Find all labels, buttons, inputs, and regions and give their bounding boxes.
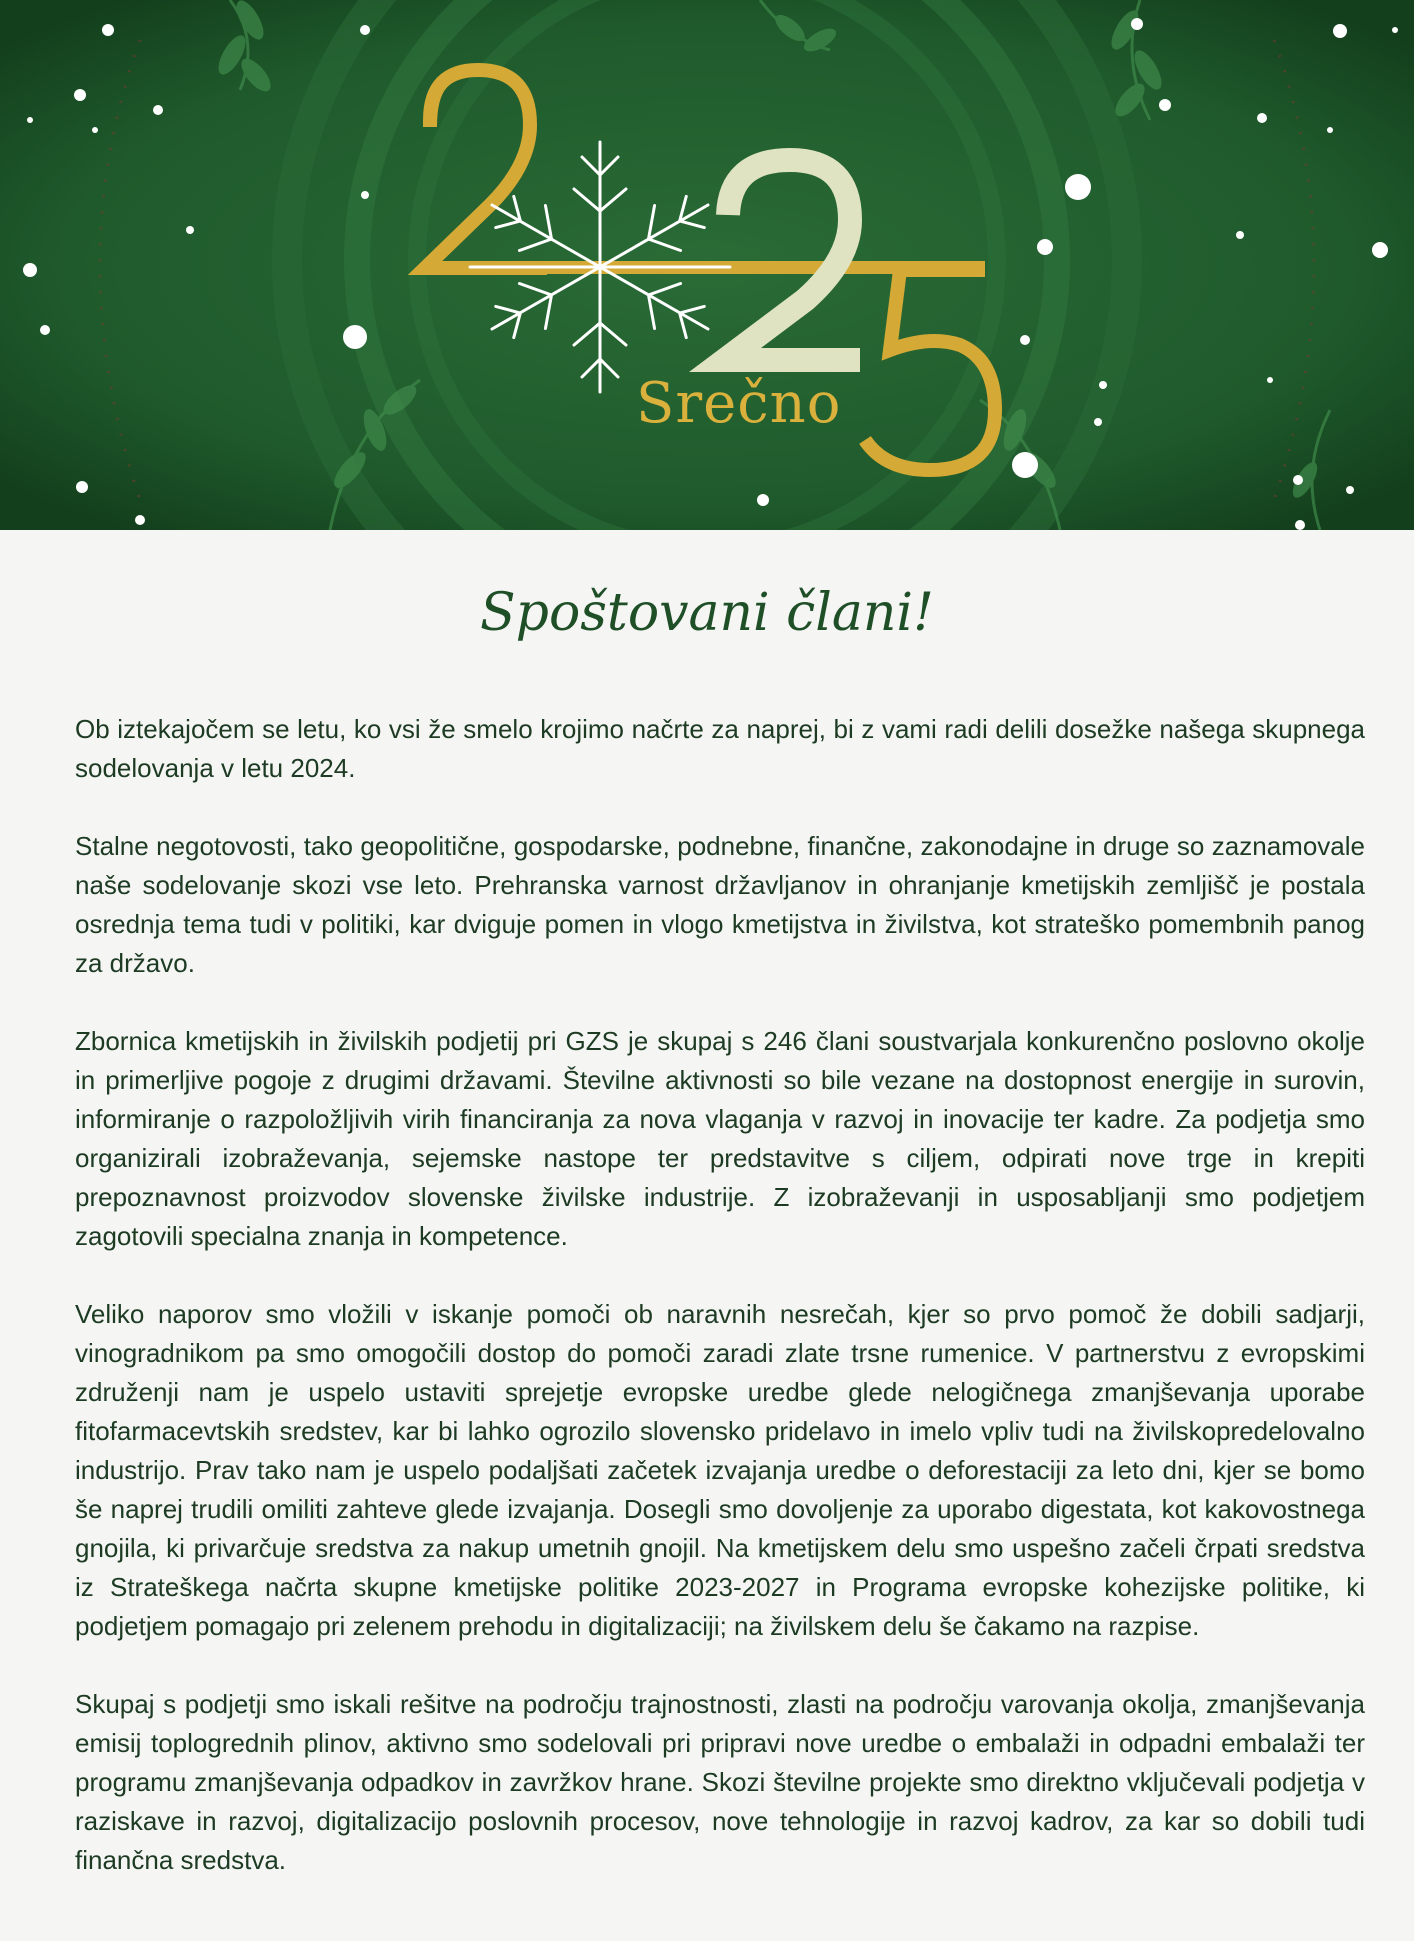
new-year-banner — [0, 0, 1414, 530]
letter-paragraph: Stalne negotovosti, tako geopolitične, gospodarske, podnebne, finančne, zakonodajne in druge so zaznamovale naše sodelovanje skozi vse leto. Prehranska varnost državljanov in ohranjanje kmetijskih zemljišč je postala osrednja tema tudi v politiki, kar dviguje pomen in vlogo kmetijstva in živilstva, kot strateško pomembnih panog za državo. — [75, 831, 1365, 978]
letter-paragraph: Zbornica kmetijskih in živilskih podjetij pri GZS je skupaj s 246 člani soustvarjala konkurenčno poslovno okolje in primerljive pogoje z drugimi državami. Številne aktivnosti so bile vezane na dostopnost energije in surovin, informiranje o razpoložljivih virih financiranja za nova vlaganja v razvoj in inovacije ter kadre. Za podjetja smo organizirali izobraževanja, sejemske nastope ter predstavitve s ciljem, odpirati nove trge in krepiti prepoznavnost proizvodov slovenske živilske industrije. Z izobraževanji in usposabljanji smo podjetjem zagotovili specialna znanja in kompetence. — [75, 1026, 1365, 1251]
letter-paragraph: Skupaj s podjetji smo iskali rešitve na področju trajnostnosti, zlasti na področju varovanja okolja, zmanjševanja emisij toplogrednih plinov, aktivno smo sodelovali pri pripravi nove uredbe o embalaži in odpadni embalaži ter programu zmanjševanja odpadkov in zavržkov hrane. Skozi številne projekte smo direktno vključevali podjetja v raziskave in razvoj, digitalizacijo poslovnih procesov, nove tehnologije in razvoj kadrov, za kar so dobili tudi finančna sredstva. — [75, 1689, 1365, 1875]
letter-content — [0, 530, 1414, 1941]
letter-paragraph: Ob iztekajočem se letu, ko vsi že smelo krojimo načrte za naprej, bi z vami radi delili dosežke našega skupnega sodelovanja v letu 2024. — [75, 714, 1365, 783]
letter-salutation: Spoštovani člani! — [480, 583, 934, 643]
letter-body — [75, 710, 1365, 1919]
banner-greeting-word: Srečno — [636, 371, 842, 436]
banner-illustration — [0, 0, 1414, 530]
letter-paragraph: Veliko naporov smo vložili v iskanje pomoči ob naravnih nesrečah, kjer so prvo pomoč že dobili sadjarji, vinogradnikom pa smo omogočili dostop do pomoči zaradi zlate trsne rumenice. V partnerstvu z evropskimi združenji nam je uspelo ustaviti sprejetje evropske uredbe glede nelogičnega zmanjševanja uporabe fitofarmacevtskih sredstev, kar bi lahko ogrozilo slovensko pridelavo in imelo vpliv tudi na živilskopredelovalno industrijo. Prav tako nam je uspelo podaljšati začetek izvajanja uredbe o deforestaciji za leto dni, kjer se bomo še naprej trudili omiliti zahteve glede izvajanja. Dosegli smo dovoljenje za uporabo digestata, kot kakovostnega gnojila, ki privarčuje sredstva za nakup umetnih gnojil. Na kmetijskem delu smo uspešno začeli črpati sredstva iz Strateškega načrta skupne kmetijske politike 2023-2027 in Programa evropske kohezijske politike, ki podjetjem pomagajo pri zelenem prehodu in digitalizaciji; na živilskem delu še čakamo na razpise. — [75, 1299, 1365, 1641]
